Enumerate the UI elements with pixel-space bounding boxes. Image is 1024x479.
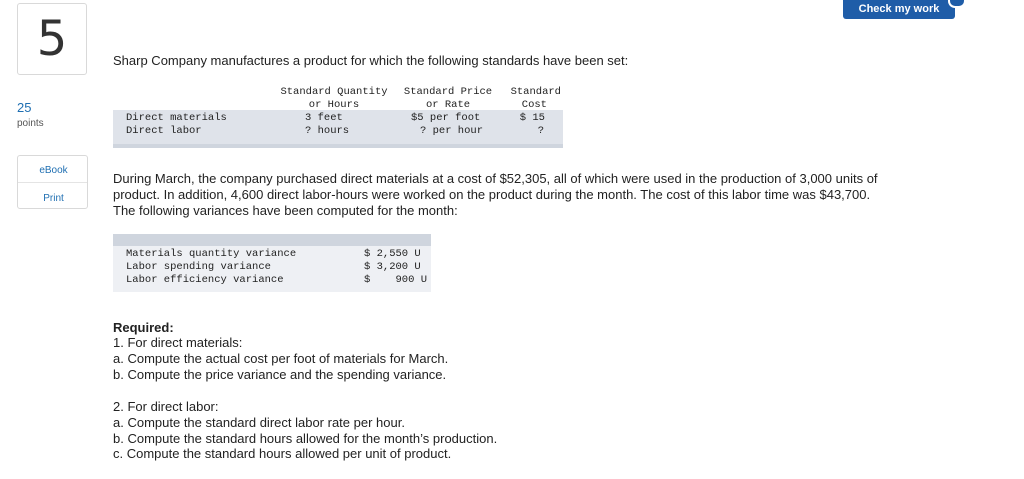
check-my-work-button[interactable]: Check my work <box>843 0 955 19</box>
ebook-link[interactable]: eBook <box>39 165 68 176</box>
points-value: 25 <box>17 100 32 115</box>
required-2c: c. Compute the standard hours allowed per unit of product. <box>113 446 452 461</box>
variance-label: Materials quantity variance <box>126 248 297 260</box>
row-cost-materials: $ 15 <box>519 112 545 124</box>
row-price-labor: ? per hour <box>420 125 484 137</box>
variance-label: Labor spending variance <box>126 261 271 273</box>
row-label-materials: Direct materials <box>126 112 227 124</box>
required-heading: Required: <box>113 320 174 335</box>
check-indicator-icon <box>948 0 966 8</box>
paragraph-line-2: product. In addition, 4,600 direct labor-hours were worked on the product during the month. The cost of this labor time was $43,700. <box>113 187 871 202</box>
row-label-labor: Direct labor <box>126 125 202 137</box>
paragraph-line-1: During March, the company purchased direct materials at a cost of $52,305, all of which were used in the production of 3,000 units of <box>113 171 878 186</box>
points-label: points <box>17 118 44 129</box>
variance-value: $ 3,200 U <box>364 261 421 273</box>
divider <box>18 182 87 183</box>
header-or-hours: or Hours <box>308 99 360 111</box>
paragraph-line-3: The following variances have been computed for the month: <box>113 203 458 218</box>
row-price-materials: $5 per foot <box>411 112 481 124</box>
variance-table <box>113 234 431 292</box>
table-header-bar <box>113 234 431 246</box>
table-footer-bar <box>113 144 563 148</box>
resources-box <box>17 155 88 209</box>
variance-label: Labor efficiency variance <box>126 274 284 286</box>
required-part-2: 2. For direct labor: <box>113 399 219 414</box>
header-cost: Cost <box>521 99 547 111</box>
header-or-rate: or Rate <box>425 99 471 111</box>
row-cost-labor: ? <box>537 125 544 137</box>
row-qty-labor: ? hours <box>305 125 350 137</box>
row-qty-materials: 3 feet <box>305 112 343 124</box>
standards-table <box>113 86 563 144</box>
intro-text: Sharp Company manufactures a product for which the following standards have been set: <box>113 53 629 68</box>
required-2b: b. Compute the standard hours allowed for the month’s production. <box>113 431 498 446</box>
question-number: 5 <box>17 3 87 75</box>
header-standard: Standard <box>510 86 561 98</box>
required-1b: b. Compute the price variance and the spending variance. <box>113 367 447 382</box>
header-std-quantity: Standard Quantity <box>280 86 388 98</box>
variance-value: $ 900 U <box>364 274 428 286</box>
required-2a: a. Compute the standard direct labor rate per hour. <box>113 415 405 430</box>
header-std-price: Standard Price <box>403 86 493 98</box>
required-1a: a. Compute the actual cost per foot of materials for March. <box>113 351 449 366</box>
variance-value: $ 2,550 U <box>364 248 421 260</box>
print-link[interactable]: Print <box>43 193 64 204</box>
required-part-1: 1. For direct materials: <box>113 335 243 350</box>
